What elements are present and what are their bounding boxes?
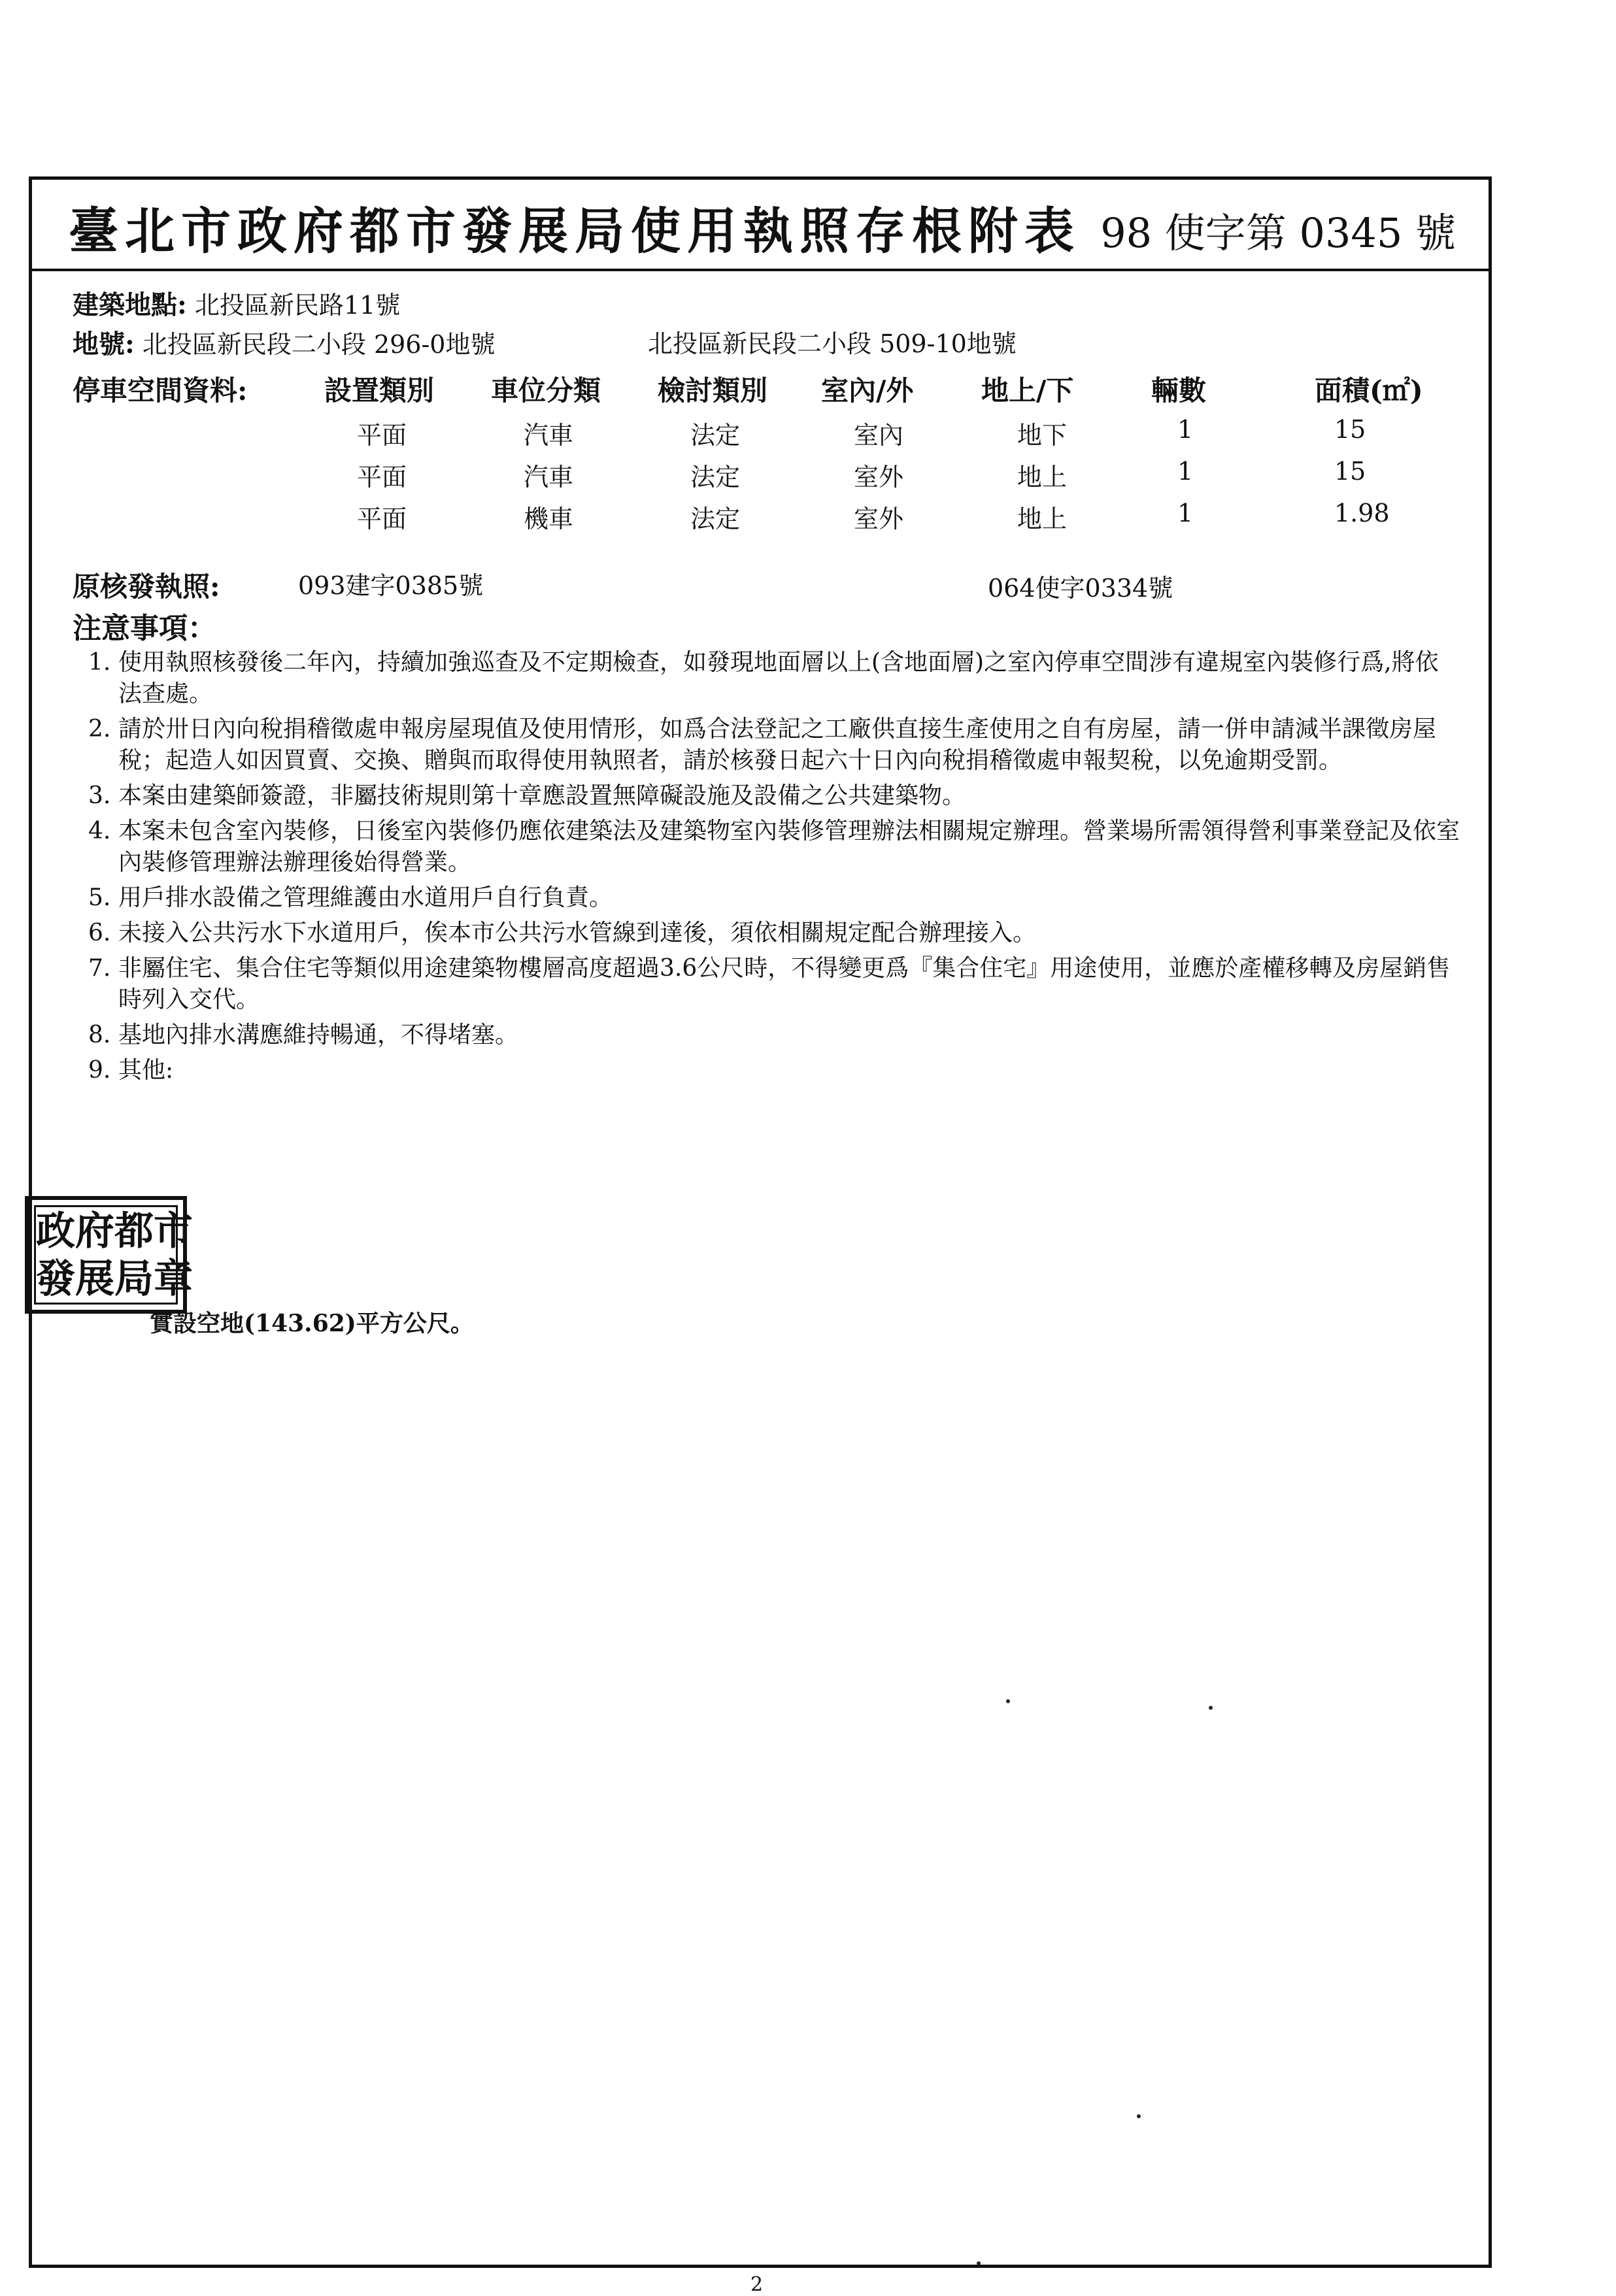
table-cell: 汽車: [524, 421, 574, 450]
original-license-row: [73, 565, 1445, 603]
parking-label: 停車空間資料:: [73, 374, 248, 407]
table-cell: 地上: [1017, 463, 1068, 491]
table-cell: 室內: [854, 421, 904, 450]
scan-speck: [1137, 2114, 1141, 2118]
lot-value-2: 北投區新民段二小段 509-10地號: [648, 329, 1017, 358]
seal-char: 政: [36, 1208, 75, 1254]
seal-inner: [34, 1205, 193, 1305]
site-label: 建築地點:: [73, 290, 187, 320]
note-item: [88, 882, 1461, 914]
table-cell: 法定: [690, 421, 741, 450]
parking-section: [73, 369, 1445, 533]
notes-list: [88, 647, 1461, 1090]
table-cell: 平面: [357, 505, 407, 533]
table-cell: 平面: [357, 463, 407, 491]
original-license-value-2: 064使字0334號: [988, 574, 1173, 603]
note-number: 6.: [88, 920, 111, 946]
note-item: [88, 1020, 1461, 1051]
permit-number: 98 使字第 0345 號: [1100, 209, 1456, 257]
lot-row: [73, 324, 1445, 359]
notes-heading-row: [73, 605, 216, 646]
note-text: 使用執照核發後二年內，持續加強巡查及不定期檢查，如發現地面層以上(含地面層)之室內停車空間涉有違規室內裝修行爲,將依法查處。: [118, 649, 1439, 707]
note-number: 2.: [88, 716, 111, 742]
lot-value-1: 北投區新民段二小段 296-0地號: [142, 330, 496, 359]
note-text: 本案未包含室內裝修，日後室內裝修仍應依建築法及建築物室內裝修管理辦法相關規定辦理。營業場所需領得營利事業登記及依室內裝修管理辦法辦理後始得營業。: [118, 818, 1460, 876]
notes-heading: 注意事項：: [73, 612, 216, 645]
col-header-type: 設置類別: [324, 374, 435, 407]
note-number: 5.: [88, 884, 111, 911]
scan-speck: [977, 2261, 981, 2265]
seal-char: 章: [154, 1256, 193, 1302]
note-item: [88, 816, 1461, 878]
note-text: 非屬住宅、集合住宅等類似用途建築物樓層高度超過3.6公尺時，不得變更爲『集合住宅』用途使用，並應於產權移轉及房屋銷售時列入交代。: [118, 955, 1451, 1013]
table-cell: 平面: [357, 421, 407, 450]
lot-label: 地號:: [73, 329, 135, 359]
seal-char: 都: [114, 1208, 154, 1254]
note-number: 9.: [88, 1057, 111, 1084]
permit-form-frame: [29, 176, 1492, 2268]
site-row: [73, 284, 400, 322]
original-license-label: 原核發執照:: [73, 571, 220, 603]
note-item: [88, 953, 1461, 1016]
table-cell: 室外: [854, 463, 904, 491]
note-number: 4.: [88, 818, 111, 844]
note-number: 7.: [88, 955, 111, 982]
note-number: 3.: [88, 782, 111, 809]
note-item: [88, 918, 1461, 949]
note-text: 其他:: [118, 1057, 174, 1084]
seal-char: 展: [75, 1256, 114, 1302]
col-header-category: 車位分類: [491, 374, 601, 407]
note-text: 基地內排水溝應維持暢通，不得堵塞。: [118, 1022, 519, 1048]
scan-speck: [1209, 1706, 1213, 1710]
site-value: 北投區新民路11號: [194, 291, 401, 320]
note-item: [88, 647, 1461, 710]
seal-char: 發: [36, 1256, 75, 1302]
table-cell: 1.98: [1334, 499, 1390, 527]
other-note-text: 實設空地(143.62)平方公尺。: [150, 1310, 474, 1337]
note-number: 8.: [88, 1022, 111, 1048]
original-license-value-1: 093建字0385號: [298, 571, 484, 600]
seal-char: 市: [154, 1208, 193, 1254]
form-header: [32, 180, 1489, 271]
table-cell: 15: [1334, 457, 1366, 486]
col-header-review: 檢討類別: [658, 374, 768, 407]
note-text: 未接入公共污水下水道用戶，俟本市公共污水管線到達後，須依相關規定配合辦理接入。: [118, 920, 1037, 946]
form-title: 臺北市政府都市發展局使用執照存根附表: [69, 202, 1081, 260]
col-header-area: 面積(㎡): [1315, 374, 1423, 407]
table-cell: 1: [1177, 499, 1194, 527]
note-number: 1.: [88, 649, 111, 676]
col-header-indoor: 室內/外: [821, 374, 914, 407]
table-cell: 地上: [1017, 505, 1068, 533]
note-text: 請於卅日內向稅捐稽徵處申報房屋現值及使用情形，如爲合法登記之工廠供直接生產使用之自有房屋，請一併申請減半課徵房屋稅；起造人如因買賣、交換、贈與而取得使用執照者，請於核發日起六十日內向稅捐稽徵處申報契稅，以免逾期受罰。: [118, 716, 1437, 774]
note-text: 用戶排水設備之管理維護由水道用戶自行負責。: [118, 884, 613, 911]
note-item: [88, 780, 1461, 812]
table-cell: 法定: [690, 463, 741, 491]
table-cell: 1: [1177, 415, 1194, 444]
table-cell: 1: [1177, 457, 1194, 486]
table-cell: 15: [1334, 415, 1366, 444]
table-cell: 地下: [1017, 421, 1068, 450]
note-text: 本案由建築師簽證，非屬技術規則第十章應設置無障礙設施及設備之公共建築物。: [118, 782, 966, 809]
table-cell: 室外: [854, 505, 904, 533]
table-cell: 汽車: [524, 463, 574, 491]
scan-speck: [1006, 1699, 1010, 1703]
col-header-count: 輛數: [1151, 374, 1207, 407]
table-cell: 法定: [690, 505, 741, 533]
official-seal-stamp: [25, 1196, 193, 1314]
col-header-level: 地上/下: [981, 374, 1074, 407]
seal-char: 局: [114, 1256, 154, 1302]
note-item: [88, 714, 1461, 776]
page-number: 2: [750, 2273, 764, 2296]
table-cell: 機車: [524, 505, 574, 533]
seal-char: 府: [75, 1208, 114, 1254]
note-item: [88, 1055, 1461, 1086]
